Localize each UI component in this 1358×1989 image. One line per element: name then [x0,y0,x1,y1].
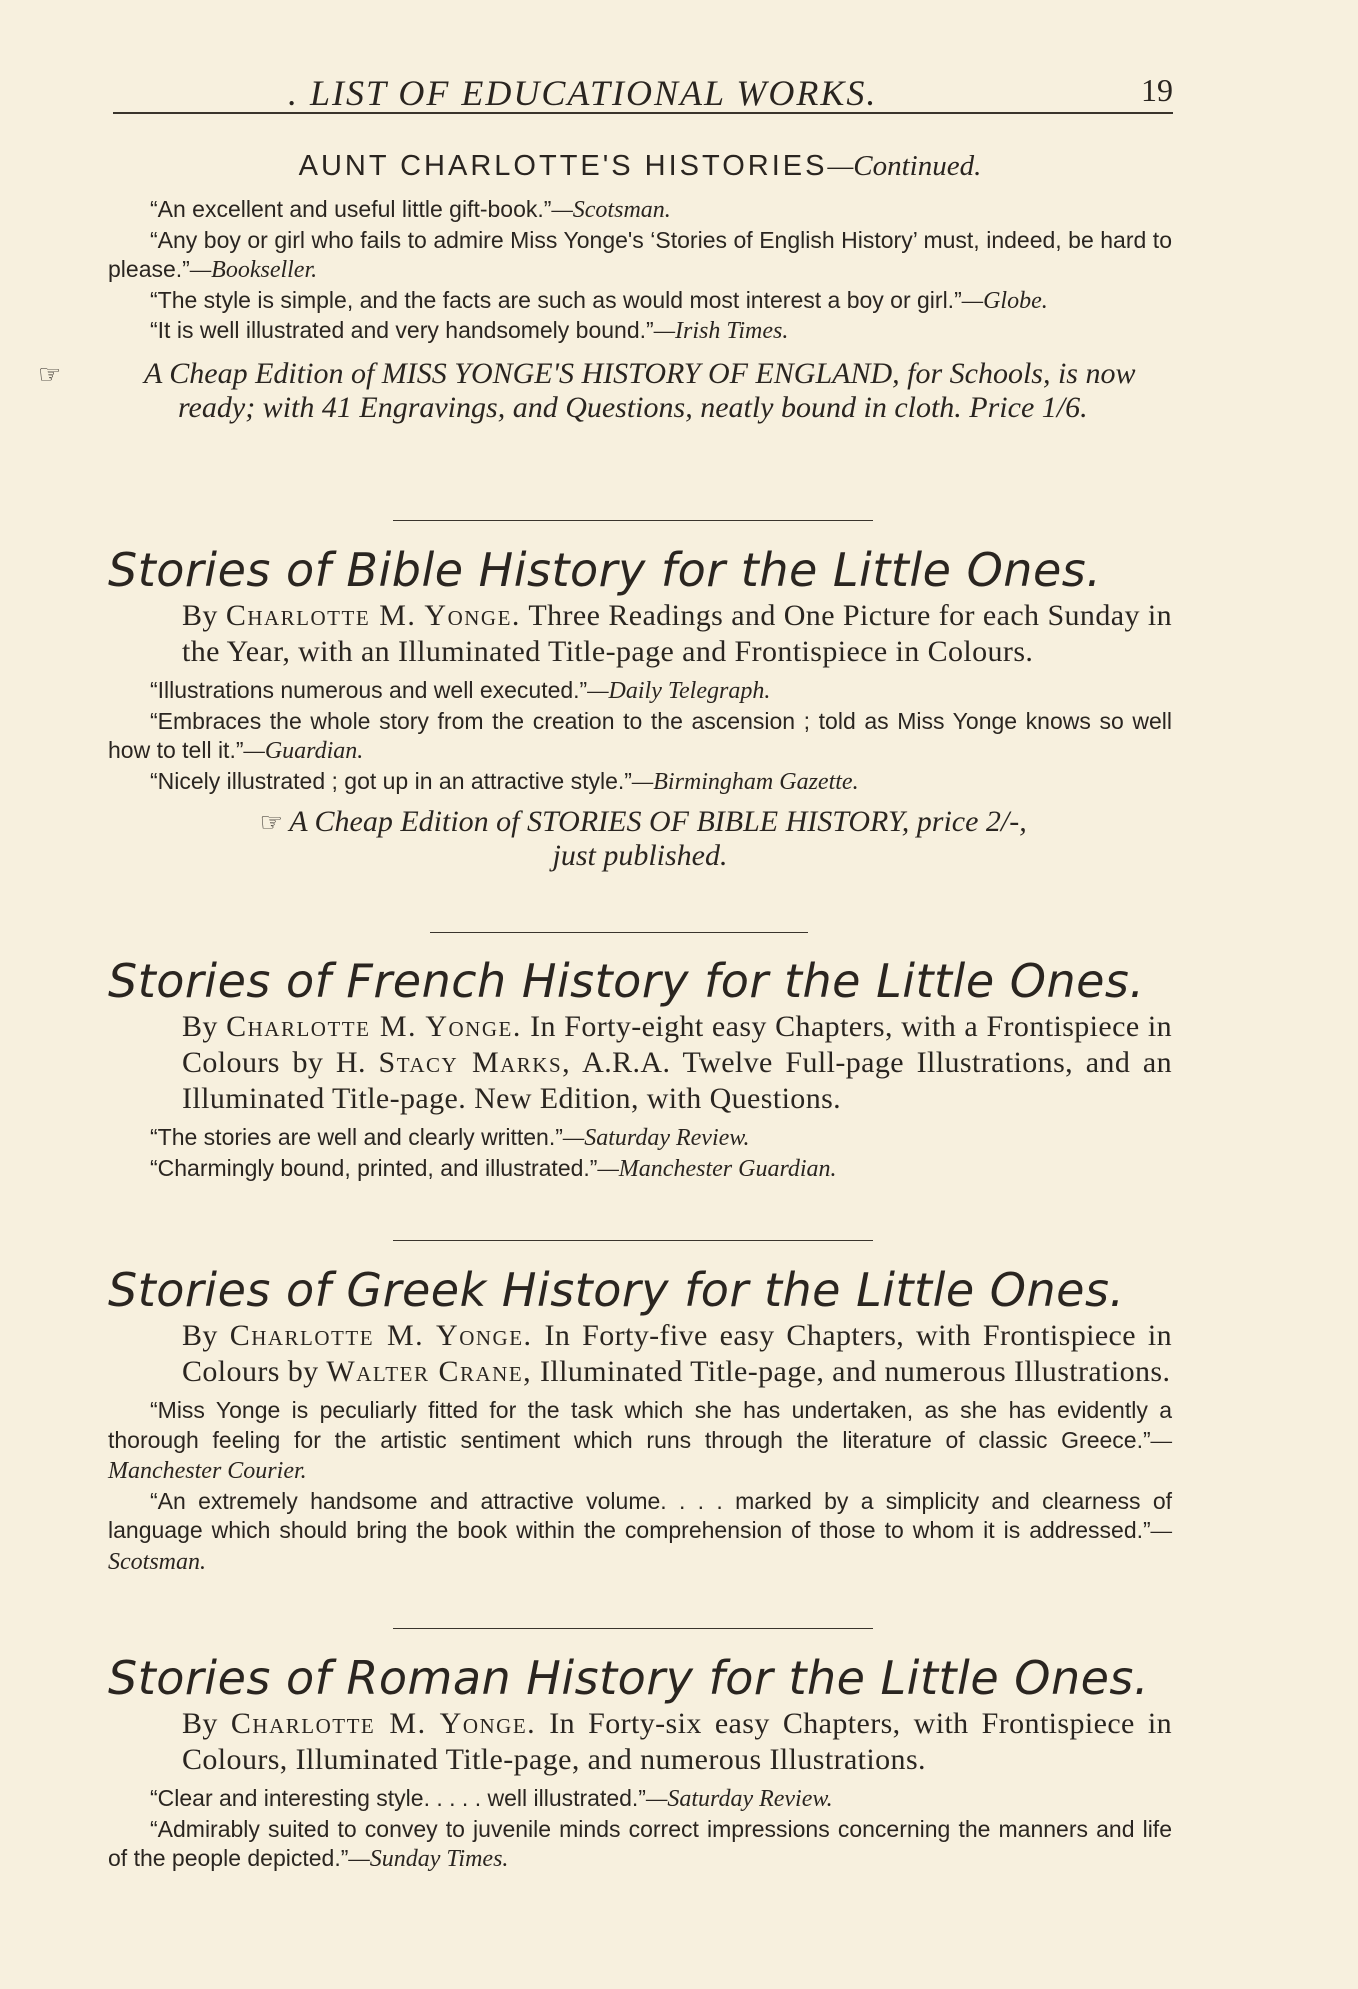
section-divider [393,1240,873,1241]
section-divider [430,932,808,933]
section-heading: AUNT CHARLOTTE'S HISTORIES—Continued. [298,150,982,182]
artist-name: Stacy Marks, [378,1046,572,1079]
section-divider [393,1628,873,1629]
book-description: By Charlotte M. Yonge. Three Readings and One Picture for each Sunday in the Year, with an Illuminated Title-page and Frontispiece in Colours. [182,599,1172,668]
artist-name: Walter Crane, [326,1355,533,1388]
cheap-edition-notice: ☞ A Cheap Edition of MISS YONGE'S HISTORY OF ENGLAND, for Schools, is now ready; with 41 Engravings, and Questions, neatly bound in cloth. Price 1/6. [38,356,1136,424]
review-source: —Bookseller. [189,257,318,283]
running-header [113,68,1173,114]
book-description: By Charlotte M. Yonge. In Forty-eight easy Chapters, with a Frontispiece in Colours by H. Stacy Marks, A.R.A. Twelve Full-page Illustrations, and an Illuminated Title-page. New Edition, with Questions. [182,1010,1173,1115]
review-source: —Daily Telegraph. [587,678,771,704]
review-source: —Globe. [961,287,1048,314]
cheap-edition-notice: ☞ A Cheap Edition of STORIES OF BIBLE HISTORY, price 2/-, just published. [108,805,1172,872]
book-title: Stories of French History for the Little Ones. [108,954,1145,1008]
pointing-hand-icon: ☞ [38,359,62,389]
continued-label: —Continued. [827,150,982,182]
review-quote: “The style is simple, and the facts are such as would most interest a boy or girl.”—Globe. [150,286,1048,314]
author-name: Charlotte M. Yonge. [226,1010,522,1043]
book-entry-roman [108,1650,1172,1875]
review-quote: “Embraces the whole story from the creation to the ascension ; told as Miss Yonge knows so well how to tell it.”—Guardian. [108,707,1172,764]
review-source: —Sunday Times. [348,1846,509,1872]
book-entry-greek [108,1262,1172,1577]
page-number: 19 [1141,72,1173,108]
pointing-hand-icon: ☞ [259,808,283,837]
review-source: —Birmingham Gazette. [631,768,859,795]
review-quote: “Miss Yonge is peculiarly fitted for the task which she has undertaken, as she has evidently a thorough feeling for the artistic sentiment which runs through the literature of classic Greece.”—Manchester Courier. [108,1397,1172,1484]
review-source: —Scotsman. [108,1518,1172,1575]
author-name: Charlotte M. Yonge. [229,1319,533,1352]
book-title: Stories of Roman History for the Little Ones. [108,1651,1149,1705]
author-name: Charlotte M. Yonge. [230,1707,537,1740]
review-quote: “An extremely handsome and attractive volume. . . . marked by a simplicity and clearness of language which should bring the book within the comprehension of those to whom it is addressed.”—Scotsman. [108,1487,1172,1575]
review-quote: “Clear and interesting style. . . . . well illustrated.”—Saturday Review. [150,1785,833,1812]
book-title: Stories of Bible History for the Little Ones. [108,543,1102,597]
review-source: —Saturday Review. [562,1125,750,1151]
book-description: By Charlotte M. Yonge. In Forty-five easy Chapters, with Frontispiece in Colours by Walter Crane, Illuminated Title-page, and numerous Illustrations. [182,1319,1172,1388]
review-quote: “Nicely illustrated ; got up in an attractive style.”—Birmingham Gazette. [150,767,859,795]
review-quote: “Admirably suited to convey to juvenile minds correct impressions concerning the manners and life of the people depicted.”—Sunday Times. [108,1815,1172,1872]
author-name: Charlotte M. Yonge. [225,599,521,632]
review-quote: “Charmingly bound, printed, and illustrated.”—Manchester Guardian. [150,1154,837,1182]
book-title: Stories of Greek History for the Little Ones. [108,1263,1125,1317]
section-divider [393,520,873,521]
review-source: —Manchester Courier. [108,1427,1172,1484]
book-description: By Charlotte M. Yonge. In Forty-six easy Chapters, with Frontispiece in Colours, Illuminated Title-page, and numerous Illustrations. [182,1707,1172,1776]
review-source: —Saturday Review. [645,1786,833,1812]
review-quote: “It is well illustrated and very handsomely bound.”—Irish Times. [150,317,789,344]
review-source: —Manchester Guardian. [597,1155,837,1182]
aunt-charlotte-section [38,150,1172,424]
review-source: —Guardian. [243,738,364,764]
review-source: —Scotsman. [551,197,671,223]
running-title: . LIST OF EDUCATIONAL WORKS. [288,73,878,113]
book-entry-bible [108,542,1172,872]
review-quote: “The stories are well and clearly written.”—Saturday Review. [150,1124,750,1151]
review-quote: “Illustrations numerous and well executed.”—Daily Telegraph. [150,677,771,704]
book-entry-french [108,953,1172,1184]
review-quote: “An excellent and useful little gift-book.”—Scotsman. [150,196,671,223]
review-source: —Irish Times. [653,318,789,344]
review-quote: “Any boy or girl who fails to admire Miss Yonge's ‘Stories of English History’ must, indeed, be hard to please.”—Bookseller. [108,226,1172,283]
